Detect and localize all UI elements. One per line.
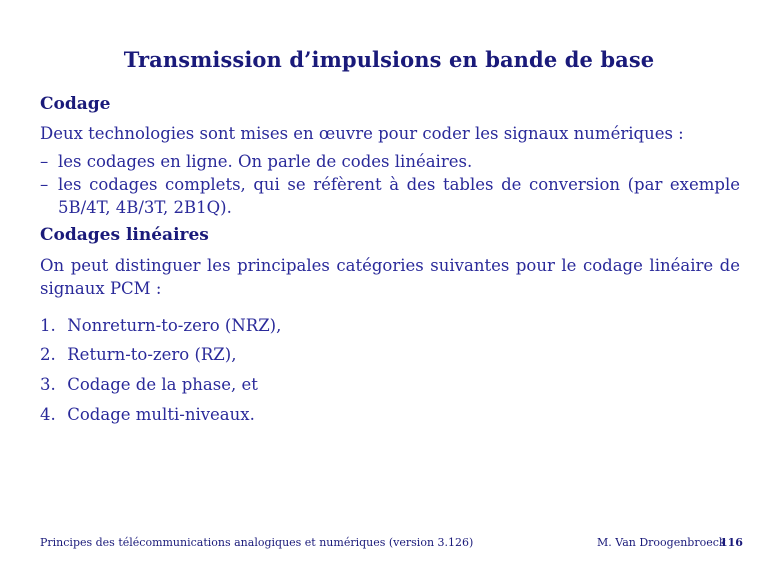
bullet-text: les codages en ligne. On parle de codes linéaires. — [58, 152, 473, 171]
bullet-item — [40, 173, 740, 219]
section-heading-codage: Codage — [40, 94, 111, 114]
section-intro-codage: Deux technologies sont mises en œuvre pour coder les signaux numériques : — [40, 124, 684, 143]
section-intro-codages-lineaires: On peut distinguer les principales catégories suivantes pour le codage linéaire de signaux PCM : — [40, 256, 740, 298]
bullet-marker: – — [40, 175, 49, 194]
item-number: 4. — [40, 405, 56, 424]
item-number: 2. — [40, 345, 56, 364]
numbered-item — [40, 314, 281, 337]
section-heading-codages-lineaires: Codages linéaires — [40, 225, 209, 245]
bullet-marker: – — [40, 152, 49, 171]
slide-title: Transmission d’impulsions en bande de base — [123, 47, 655, 72]
numbered-item — [40, 373, 258, 396]
numbered-item — [40, 343, 236, 366]
item-number: 1. — [40, 316, 56, 335]
bullet-item — [40, 150, 740, 173]
footer-page-number: 116 — [720, 536, 743, 549]
item-number: 3. — [40, 375, 56, 394]
item-text: Nonreturn-to-zero (NRZ), — [67, 316, 282, 335]
item-text: Return-to-zero (RZ), — [67, 345, 237, 364]
footer-course-title: Principes des télécommunications analogiques et numériques (version 3.126) — [40, 536, 474, 549]
item-text: Codage multi-niveaux. — [67, 405, 255, 424]
footer-author: M. Van Droogenbroeck — [597, 536, 726, 549]
numbered-item — [40, 403, 255, 426]
item-text: Codage de la phase, et — [67, 375, 258, 394]
bullet-text: les codages complets, qui se réfèrent à des tables de conversion (par exemple 5B/4T, 4B/3T, 2B1Q). — [58, 175, 740, 217]
